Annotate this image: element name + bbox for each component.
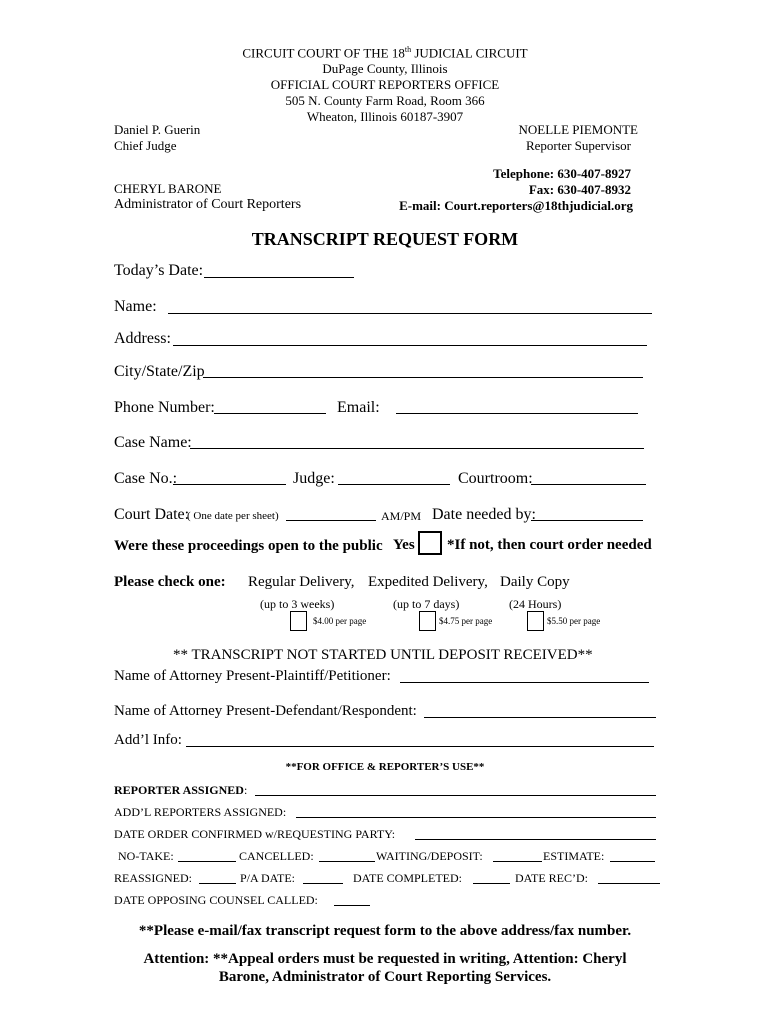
address-label: Address: xyxy=(114,330,171,347)
case-no-field[interactable] xyxy=(173,484,286,485)
regular-delivery-label: Regular Delivery, xyxy=(248,574,355,590)
judge-name: Daniel P. Guerin xyxy=(114,122,201,137)
attorney-plaintiff-label: Name of Attorney Present-Plaintiff/Petitioner: xyxy=(114,668,391,684)
county: DuPage County, Illinois xyxy=(322,61,448,76)
date-completed-label: DATE COMPLETED: xyxy=(353,871,462,885)
court-date-field[interactable] xyxy=(286,520,376,521)
yes-label: Yes xyxy=(393,537,415,553)
phone-label: Phone Number: xyxy=(114,399,215,416)
addl-reporters-field[interactable] xyxy=(296,817,656,818)
date-order-confirmed-label: DATE ORDER CONFIRMED w/REQUESTING PARTY: xyxy=(114,827,396,841)
phone-field[interactable] xyxy=(214,413,326,414)
expedited-delivery-price: $4.75 per page xyxy=(439,616,493,626)
addl-reporters-label: ADD’L REPORTERS ASSIGNED: xyxy=(114,805,287,819)
regular-delivery-time: (up to 3 weeks) xyxy=(260,597,335,611)
fax: Fax: 630-407-8932 xyxy=(528,182,631,197)
name-field[interactable] xyxy=(168,313,652,314)
supervisor-name: NOELLE PIEMONTE xyxy=(518,122,638,137)
pa-date-label: P/A DATE: xyxy=(240,871,296,885)
city-state-zip-field[interactable] xyxy=(203,377,643,378)
footer-instruction: **Please e-mail/fax transcript request form to the above address/fax number. xyxy=(138,923,632,939)
estimate-label: ESTIMATE: xyxy=(543,849,605,863)
email-address: E-mail: Court.reporters@18thjudicial.org xyxy=(399,198,633,213)
date-order-confirmed-field[interactable] xyxy=(415,839,656,840)
pa-date-field[interactable] xyxy=(303,883,343,884)
date-completed-field[interactable] xyxy=(473,883,510,884)
yes-checkbox[interactable] xyxy=(418,531,442,555)
courtroom-label: Courtroom: xyxy=(458,470,533,487)
footer-attention-line1: Attention: **Appeal orders must be requested in writing, Attention: Cheryl xyxy=(143,951,627,967)
supervisor-title: Reporter Supervisor xyxy=(525,138,631,153)
address-field[interactable] xyxy=(173,345,647,346)
waiting-deposit-label: WAITING/DEPOSIT: xyxy=(376,849,483,863)
reassigned-field[interactable] xyxy=(199,883,236,884)
opposing-counsel-label: DATE OPPOSING COUNSEL CALLED: xyxy=(114,893,318,907)
regular-delivery-checkbox[interactable] xyxy=(290,611,307,631)
name-label: Name: xyxy=(114,298,157,315)
courtroom-field[interactable] xyxy=(531,484,646,485)
city-state-zip-label: City/State/Zip xyxy=(114,363,205,380)
attorney-defendant-label: Name of Attorney Present-Defendant/Respondent: xyxy=(114,703,417,719)
addl-info-field[interactable] xyxy=(186,746,654,747)
daily-copy-time: (24 Hours) xyxy=(509,597,562,611)
expedited-delivery-time: (up to 7 days) xyxy=(393,597,460,611)
attorney-plaintiff-field[interactable] xyxy=(400,682,649,683)
opposing-counsel-field[interactable] xyxy=(334,905,370,906)
office-name: OFFICIAL COURT REPORTERS OFFICE xyxy=(270,77,500,92)
judge-field[interactable] xyxy=(338,484,450,485)
regular-delivery-price: $4.00 per page xyxy=(313,616,367,626)
expedited-delivery-label: Expedited Delivery, xyxy=(368,574,488,590)
addl-info-label: Add’l Info: xyxy=(114,732,182,748)
court-date-label: Court Date: xyxy=(114,506,190,523)
street-address: 505 N. County Farm Road, Room 366 xyxy=(285,93,485,108)
daily-copy-label: Daily Copy xyxy=(500,574,570,590)
date-needed-field[interactable] xyxy=(531,520,643,521)
deposit-note: ** TRANSCRIPT NOT STARTED UNTIL DEPOSIT RECEIVED** xyxy=(173,647,593,663)
case-name-field[interactable] xyxy=(190,448,644,449)
please-check-label: Please check one: xyxy=(114,574,226,590)
court-name: CIRCUIT COURT OF THE 18th JUDICIAL CIRCUIT xyxy=(242,45,528,61)
reassigned-label: REASSIGNED: xyxy=(114,871,193,885)
reporter-assigned-label: REPORTER ASSIGNED: xyxy=(114,783,248,797)
no-take-label: NO-TAKE: xyxy=(118,849,174,863)
admin-title: Administrator of Court Reporters xyxy=(114,197,302,212)
email-label: Email: xyxy=(337,399,380,416)
expedited-delivery-checkbox[interactable] xyxy=(419,611,436,631)
todays-date-field[interactable] xyxy=(204,277,354,278)
estimate-field[interactable] xyxy=(610,861,655,862)
city-address: Wheaton, Illinois 60187-3907 xyxy=(306,109,464,124)
open-question: Were these proceedings open to the public xyxy=(114,538,383,554)
case-name-label: Case Name: xyxy=(114,434,192,451)
footer-attention-line2: Barone, Administrator of Court Reporting Services. xyxy=(218,969,552,985)
admin-name: CHERYL BARONE xyxy=(114,181,222,196)
date-recd-field[interactable] xyxy=(598,883,660,884)
reporter-assigned-field[interactable] xyxy=(255,795,656,796)
waiting-deposit-field[interactable] xyxy=(493,861,542,862)
no-take-field[interactable] xyxy=(178,861,236,862)
cancelled-field[interactable] xyxy=(319,861,375,862)
attorney-defendant-field[interactable] xyxy=(424,717,656,718)
judge-label: Judge: xyxy=(293,470,335,487)
court-date-note: ( One date per sheet) xyxy=(187,510,279,522)
ampm-label: AM/PM xyxy=(381,509,422,523)
daily-copy-price: $5.50 per page xyxy=(547,616,601,626)
date-recd-label: DATE REC’D: xyxy=(515,871,588,885)
daily-copy-checkbox[interactable] xyxy=(527,611,544,631)
date-needed-label: Date needed by: xyxy=(432,506,536,523)
court-order-note: *If not, then court order needed xyxy=(447,537,652,553)
case-no-label: Case No.: xyxy=(114,470,178,487)
form-title: TRANSCRIPT REQUEST FORM xyxy=(251,229,519,249)
judge-title: Chief Judge xyxy=(114,138,177,153)
cancelled-label: CANCELLED: xyxy=(239,849,314,863)
todays-date-label: Today’s Date: xyxy=(114,262,204,279)
email-field[interactable] xyxy=(396,413,638,414)
office-use-heading: **FOR OFFICE & REPORTER’S USE** xyxy=(285,761,485,773)
telephone: Telephone: 630-407-8927 xyxy=(493,166,631,181)
